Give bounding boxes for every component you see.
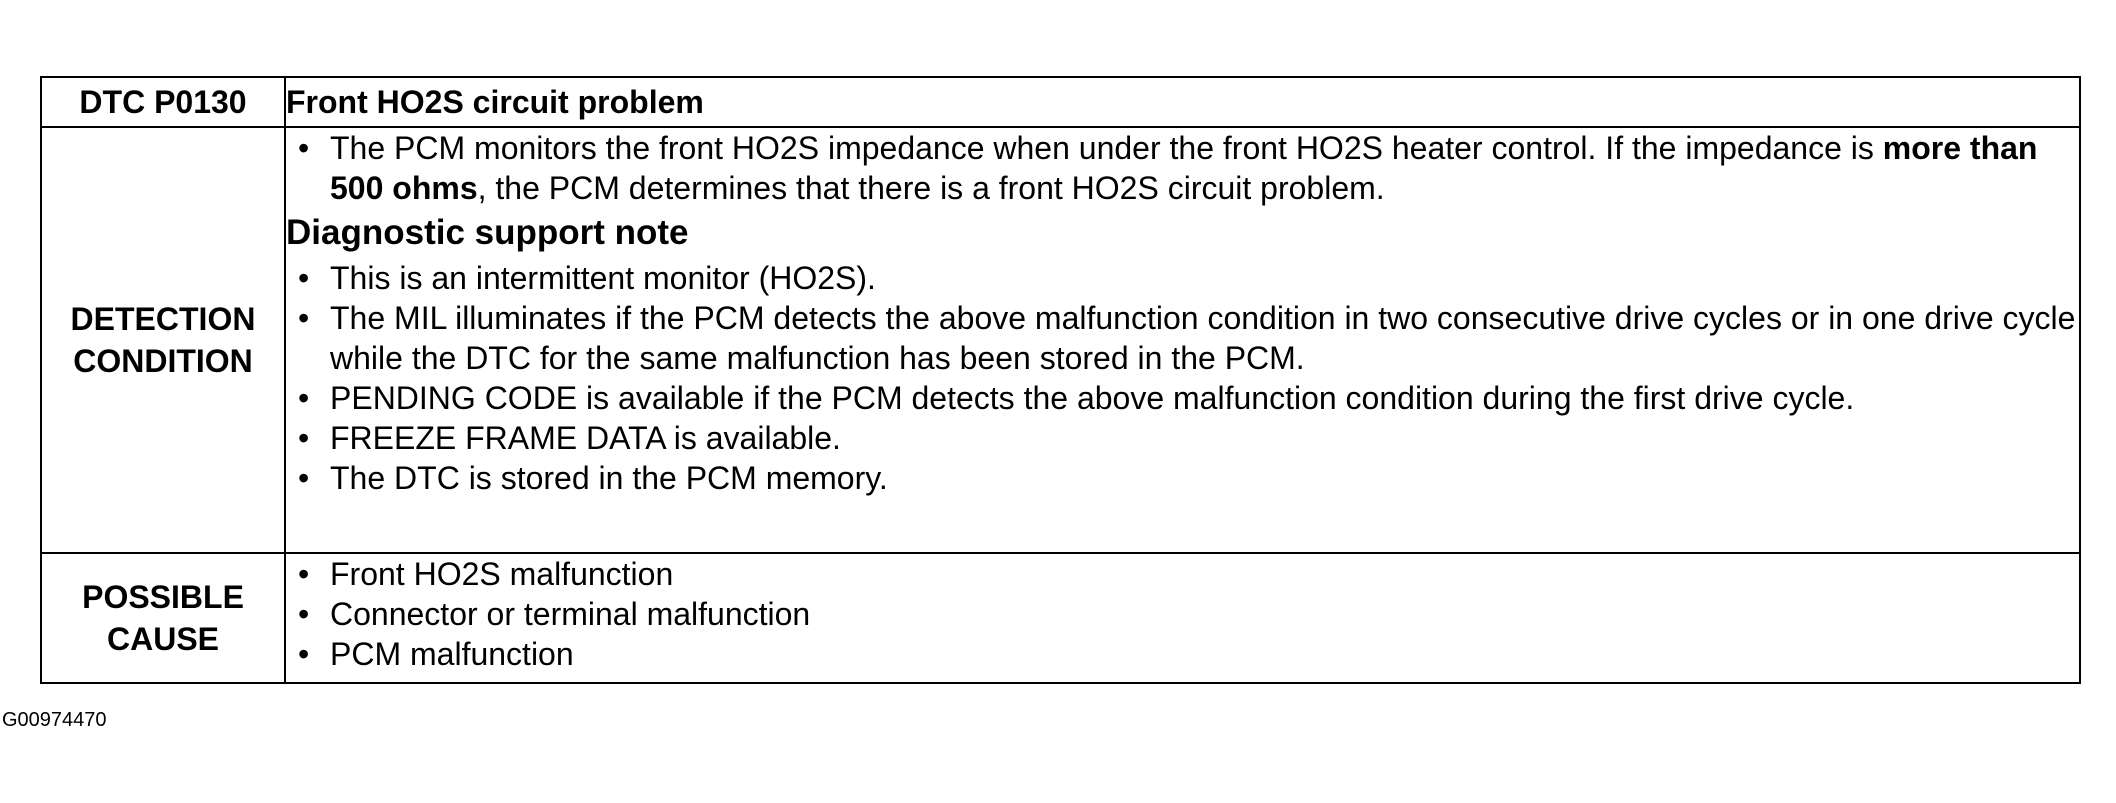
dtc-title-cell: [285, 77, 2080, 127]
monitor-description-list: [286, 128, 2079, 208]
detection-label-line1: DETECTION: [70, 300, 256, 337]
detection-label-line2: CONDITION: [73, 342, 253, 379]
possible-cause-label: [41, 553, 285, 683]
detection-condition-row: [41, 127, 2080, 552]
possible-cause-item: • Front HO2S malfunction: [286, 554, 2079, 594]
monitor-description-item: [286, 128, 2079, 208]
diagnostic-note-item: • FREEZE FRAME DATA is available.: [286, 418, 2079, 458]
possible-cause-content: [285, 553, 2080, 683]
dtc-title: Front HO2S circuit problem: [286, 84, 704, 121]
figure-id: G00974470: [2, 709, 107, 731]
cause-label-line2: CAUSE: [106, 620, 219, 657]
monitor-threshold: more than 500 ohms: [330, 130, 2038, 207]
dtc-code: DTC P0130: [79, 84, 247, 121]
detection-condition-content: [285, 127, 2080, 552]
monitor-text-before: The PCM monitors the front HO2S impedance when under the front HO2S heater control. If the impedance is: [330, 130, 1883, 167]
diagnostic-support-heading: Diagnostic support note: [286, 213, 689, 253]
possible-cause-row: [41, 553, 2080, 683]
dtc-header-row: [41, 77, 2080, 127]
diagnostic-note-item: • The DTC is stored in the PCM memory.: [286, 458, 2079, 498]
diagnostic-notes-list: [286, 258, 2079, 498]
possible-cause-item: • PCM malfunction: [286, 634, 2079, 674]
diagnostic-note-item: • PENDING CODE is available if the PCM detects the above malfunction condition during the first drive cycle.: [286, 378, 2079, 418]
diagnostic-note-item: • This is an intermittent monitor (HO2S).: [286, 258, 2079, 298]
dtc-code-cell: [41, 77, 285, 127]
cause-label-line1: POSSIBLE: [82, 578, 244, 615]
diagnostic-note-item: • The MIL illuminates if the PCM detects the above malfunction condition in two consecutive drive cycles or in one drive cycle while the DTC for the same malfunction has been stored in the PCM.: [286, 298, 2079, 378]
possible-cause-item: • Connector or terminal malfunction: [286, 594, 2079, 634]
detection-condition-label: [41, 127, 285, 552]
dtc-table: [40, 76, 2081, 684]
possible-cause-list: [286, 554, 2079, 674]
monitor-text-after: , the PCM determines that there is a front HO2S circuit problem.: [477, 170, 1385, 207]
